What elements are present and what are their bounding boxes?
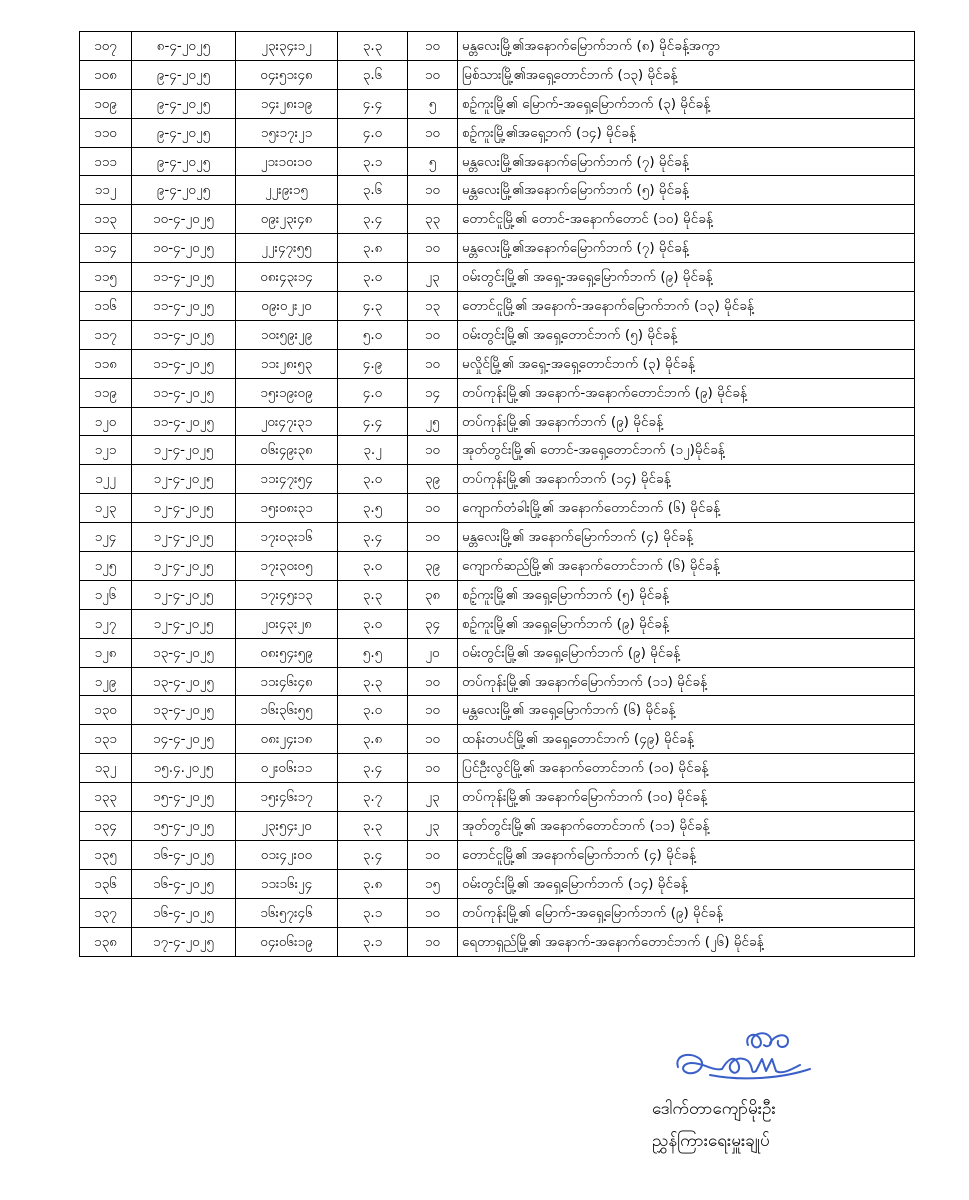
record-number: ၁၃၆ — [80, 869, 132, 898]
table-row — [80, 32, 915, 61]
table-row — [80, 812, 915, 841]
record-date: ၁၆-၄-၂၀၂၅ — [132, 898, 236, 927]
record-magnitude: ၄.၀ — [338, 118, 408, 147]
table-row — [80, 320, 915, 349]
record-number: ၁၁၇ — [80, 320, 132, 349]
record-location: ဝမ်းတွင်းမြို့၏ အရှေ့-အရှေ့မြောက်ဘက် (၉) မိုင်ခန့် — [458, 263, 915, 292]
record-date: ၉-၄-၂၀၂၅ — [132, 60, 236, 89]
record-location: ထန်းတပင်မြို့၏ အရှေ့တောင်ဘက် (၄၉) မိုင်ခန့် — [458, 725, 915, 754]
record-number: ၁၁၅ — [80, 263, 132, 292]
record-depth: ၃၉ — [408, 465, 458, 494]
record-time: ၀၉း၂၃း၄၈ — [236, 205, 338, 234]
record-number: ၁၀၇ — [80, 32, 132, 61]
record-location: တပ်ကုန်းမြို့၏ အနောက်ဘက် (၁၄) မိုင်ခန့် — [458, 465, 915, 494]
record-magnitude: ၃.၀ — [338, 465, 408, 494]
record-magnitude: ၃.၄ — [338, 205, 408, 234]
record-depth: ၁၀ — [408, 754, 458, 783]
record-number: ၁၂၆ — [80, 580, 132, 609]
record-magnitude: ၃.၈ — [338, 234, 408, 263]
record-location: တပ်ကုန်းမြို့၏ အနောက်မြောက်ဘက် (၁၀) မိုင်ခန့် — [458, 783, 915, 812]
record-depth: ၅ — [408, 147, 458, 176]
record-magnitude: ၃.၀ — [338, 263, 408, 292]
table-row — [80, 407, 915, 436]
record-magnitude: ၃.၆ — [338, 176, 408, 205]
record-location: မန္တလေးမြို့၏အနောက်မြောက်ဘက် (၅) မိုင်ခန့် — [458, 176, 915, 205]
record-location: တောင်ငူမြို့၏ အနောက်-အနောက်မြောက်ဘက် (၁၃) မိုင်ခန့် — [458, 292, 915, 321]
record-time: ၀၈း၅၄း၅၉ — [236, 638, 338, 667]
record-location: တောင်ငူမြို့၏ တောင်-အနောက်တောင် (၁၀) မိုင်ခန့် — [458, 205, 915, 234]
record-time: ၀၁း၄၂း၀၀ — [236, 840, 338, 869]
record-magnitude: ၃.၃ — [338, 812, 408, 841]
table-row — [80, 869, 915, 898]
record-number: ၁၃၈ — [80, 927, 132, 956]
record-date: ၁၁-၄-၂၀၂၅ — [132, 320, 236, 349]
table-row — [80, 205, 915, 234]
record-depth: ၃၈ — [408, 580, 458, 609]
record-magnitude: ၅.၅ — [338, 638, 408, 667]
table-row — [80, 263, 915, 292]
record-date: ၉-၄-၂၀၂၅ — [132, 176, 236, 205]
record-location: တပ်ကုန်းမြို့၏ အနောက်-အနောက်တောင်ဘက် (၉) မိုင်ခန့် — [458, 378, 915, 407]
record-time: ၂၀း၄၃း၂၈ — [236, 609, 338, 638]
record-depth: ၁၃ — [408, 292, 458, 321]
record-number: ၁၂၈ — [80, 638, 132, 667]
record-number: ၁၁၀ — [80, 118, 132, 147]
record-magnitude: ၄.၄ — [338, 407, 408, 436]
record-number: ၁၀၈ — [80, 60, 132, 89]
record-depth: ၁၀ — [408, 320, 458, 349]
record-number: ၁၁၃ — [80, 205, 132, 234]
record-date: ၁၃-၄-၂၀၂၅ — [132, 696, 236, 725]
record-magnitude: ၄.၃ — [338, 292, 408, 321]
record-location: စဉ့်ကူးမြို့၏အရှေ့ဘက် (၁၄) မိုင်ခန့် — [458, 118, 915, 147]
record-date: ၁၀-၄-၂၀၂၅ — [132, 205, 236, 234]
record-time: ၁၇း၄၅း၁၃ — [236, 580, 338, 609]
record-depth: ၁၀ — [408, 898, 458, 927]
record-depth: ၂၃ — [408, 812, 458, 841]
record-depth: ၁၀ — [408, 234, 458, 263]
handwritten-signature — [670, 1025, 820, 1085]
record-magnitude: ၃.၈ — [338, 869, 408, 898]
table-row — [80, 898, 915, 927]
record-magnitude: ၃.၅ — [338, 494, 408, 523]
record-magnitude: ၄.၀ — [338, 378, 408, 407]
record-time: ၁၅း၁၉း၀၉ — [236, 378, 338, 407]
record-magnitude: ၃.၁ — [338, 898, 408, 927]
record-location: ဝမ်းတွင်းမြို့၏ အရှေ့တောင်ဘက် (၅) မိုင်ခန့် — [458, 320, 915, 349]
table-body — [80, 32, 915, 957]
record-depth: ၃၉ — [408, 552, 458, 581]
record-location: မန္တလေးမြို့၏အနောက်မြောက်ဘက် (၇) မိုင်ခန့် — [458, 234, 915, 263]
record-magnitude: ၃.၀ — [338, 696, 408, 725]
table-row — [80, 580, 915, 609]
record-depth: ၁၀ — [408, 927, 458, 956]
record-magnitude: ၃.၆ — [338, 60, 408, 89]
record-time: ၂၃း၃၄း၁၂ — [236, 32, 338, 61]
record-time: ၁၇း၀၃း၁၆ — [236, 523, 338, 552]
record-date: ၁၆-၄-၂၀၂၅ — [132, 869, 236, 898]
record-date: ၁၃-၄-၂၀၂၅ — [132, 667, 236, 696]
record-magnitude: ၃.၀ — [338, 552, 408, 581]
table-row — [80, 147, 915, 176]
record-time: ၁၁း၄၇း၅၄ — [236, 465, 338, 494]
record-number: ၁၃၄ — [80, 812, 132, 841]
record-location: မန္တလေးမြို့၏အနောက်မြောက်ဘက် (၇) မိုင်ခန့် — [458, 147, 915, 176]
table-row — [80, 349, 915, 378]
record-location: ဝမ်းတွင်းမြို့၏ အရှေ့မြောက်ဘက် (၉) မိုင်ခန့် — [458, 638, 915, 667]
record-depth: ၂၃ — [408, 783, 458, 812]
record-date: ၁၅.၄.၂၀၂၅ — [132, 754, 236, 783]
record-magnitude: ၃.၁ — [338, 147, 408, 176]
record-depth: ၃၃ — [408, 205, 458, 234]
table-row — [80, 176, 915, 205]
record-time: ၁၁း၁၆း၂၄ — [236, 869, 338, 898]
record-number: ၁၃၃ — [80, 783, 132, 812]
record-time: ၀၈း၂၄း၁၈ — [236, 725, 338, 754]
record-time: ၁၆း၃၆း၅၅ — [236, 696, 338, 725]
record-magnitude: ၃.၃ — [338, 667, 408, 696]
record-magnitude: ၃.၈ — [338, 725, 408, 754]
record-date: ၁၂-၄-၂၀၂၅ — [132, 609, 236, 638]
record-number: ၁၀၉ — [80, 89, 132, 118]
record-date: ၁၂-၄-၂၀၂၅ — [132, 494, 236, 523]
record-time: ၁၆း၅၇း၄၆ — [236, 898, 338, 927]
record-date: ၁၁-၄-၂၀၂၅ — [132, 263, 236, 292]
record-magnitude: ၃.၃ — [338, 580, 408, 609]
record-date: ၉-၄-၂၀၂၅ — [132, 147, 236, 176]
record-number: ၁၂၅ — [80, 552, 132, 581]
record-number: ၁၂၄ — [80, 523, 132, 552]
record-number: ၁၂၃ — [80, 494, 132, 523]
record-time: ၂၁း၁၀း၁၀ — [236, 147, 338, 176]
record-magnitude: ၄.၄ — [338, 89, 408, 118]
record-date: ၁၃-၄-၂၀၂၅ — [132, 638, 236, 667]
table-row — [80, 465, 915, 494]
record-location: တပ်ကုန်းမြို့၏ မြောက်-အရှေ့မြောက်ဘက် (၉) မိုင်ခန့် — [458, 898, 915, 927]
table-row — [80, 638, 915, 667]
record-location: စဉ့်ကူးမြို့၏ အရှေ့မြောက်ဘက် (၉) မိုင်ခန့် — [458, 609, 915, 638]
record-date: ၁၀-၄-၂၀၂၅ — [132, 234, 236, 263]
table-row — [80, 494, 915, 523]
record-date: ၁၇-၄-၂၀၂၅ — [132, 927, 236, 956]
signer-title: ညွှန်ကြားရေးမှူးချုပ် — [652, 1131, 770, 1151]
record-location: အုတ်တွင်းမြို့၏ တောင်-အရှေ့တောင်ဘက် (၁၂)မိုင်ခန့် — [458, 436, 915, 465]
table-row — [80, 436, 915, 465]
record-location: မြစ်သားမြို့၏အရှေ့တောင်ဘက် (၁၃) မိုင်ခန့် — [458, 60, 915, 89]
record-number: ၁၃၅ — [80, 840, 132, 869]
table-row — [80, 609, 915, 638]
record-magnitude: ၃.၂ — [338, 436, 408, 465]
record-location: အုတ်တွင်းမြို့၏ အနောက်တောင်ဘက် (၁၁) မိုင်ခန့် — [458, 812, 915, 841]
record-depth: ၁၀ — [408, 176, 458, 205]
record-time: ၀၈း၄၃း၁၄ — [236, 263, 338, 292]
record-time: ၁၁း၄၆း၄၈ — [236, 667, 338, 696]
record-depth: ၃၄ — [408, 609, 458, 638]
record-number: ၁၃၇ — [80, 898, 132, 927]
record-time: ၀၄း၀၆း၁၉ — [236, 927, 338, 956]
record-location: ကျောက်တံခါးမြို့၏ အနောက်တောင်ဘက် (၆) မိုင်ခန့် — [458, 494, 915, 523]
record-time: ၁၄း၂၈း၁၉ — [236, 89, 338, 118]
record-depth: ၁၀ — [408, 32, 458, 61]
record-location: ပြင်ဦးလွင်မြို့၏ အနောက်တောင်ဘက် (၁၀) မိုင်ခန့် — [458, 754, 915, 783]
record-depth: ၁၀ — [408, 840, 458, 869]
table-row — [80, 523, 915, 552]
table-row — [80, 754, 915, 783]
record-location: တပ်ကုန်းမြို့၏ အနောက်မြောက်ဘက် (၁၁) မိုင်ခန့် — [458, 667, 915, 696]
record-depth: ၁၄ — [408, 378, 458, 407]
record-depth: ၂၃ — [408, 263, 458, 292]
record-number: ၁၂၀ — [80, 407, 132, 436]
record-depth: ၂၅ — [408, 407, 458, 436]
table-row — [80, 667, 915, 696]
record-magnitude: ၃.၄ — [338, 523, 408, 552]
table-row — [80, 552, 915, 581]
record-date: ၁၂-၄-၂၀၂၅ — [132, 465, 236, 494]
record-time: ၁၅း၀၈း၃၁ — [236, 494, 338, 523]
record-depth: ၁၀ — [408, 667, 458, 696]
table-row — [80, 89, 915, 118]
record-magnitude: ၃.၄ — [338, 754, 408, 783]
record-number: ၁၁၁ — [80, 147, 132, 176]
record-magnitude: ၃.၀ — [338, 609, 408, 638]
record-number: ၁၃၀ — [80, 696, 132, 725]
record-date: ၁၅-၄-၂၀၂၅ — [132, 812, 236, 841]
record-magnitude: ၄.၉ — [338, 349, 408, 378]
record-time: ၂၃း၅၄း၂၀ — [236, 812, 338, 841]
record-date: ၁၂-၄-၂၀၂၅ — [132, 580, 236, 609]
record-depth: ၅ — [408, 89, 458, 118]
record-date: ၁၅-၄-၂၀၂၅ — [132, 783, 236, 812]
record-depth: ၁၀ — [408, 118, 458, 147]
record-magnitude: ၃.၃ — [338, 32, 408, 61]
record-time: ၁၅း၄၆း၁၇ — [236, 783, 338, 812]
record-location: ကျောက်ဆည်မြို့၏ အနောက်တောင်ဘက် (၆) မိုင်ခန့် — [458, 552, 915, 581]
table-row — [80, 725, 915, 754]
record-date: ၁၄-၄-၂၀၂၅ — [132, 725, 236, 754]
record-date: ၁၆-၄-၂၀၂၅ — [132, 840, 236, 869]
record-magnitude: ၃.၄ — [338, 840, 408, 869]
record-number: ၁၁၄ — [80, 234, 132, 263]
record-date: ၁၂-၄-၂၀၂၅ — [132, 552, 236, 581]
record-depth: ၁၀ — [408, 523, 458, 552]
record-date: ၉-၄-၂၀၂၅ — [132, 89, 236, 118]
record-depth: ၁၅ — [408, 869, 458, 898]
record-time: ၁၇း၃၀း၀၅ — [236, 552, 338, 581]
record-magnitude: ၃.၇ — [338, 783, 408, 812]
record-number: ၁၁၂ — [80, 176, 132, 205]
record-depth: ၁၀ — [408, 725, 458, 754]
record-number: ၁၂၁ — [80, 436, 132, 465]
record-number: ၁၁၉ — [80, 378, 132, 407]
record-date: ၉-၄-၂၀၂၅ — [132, 118, 236, 147]
record-time: ၀၂း၀၆း၁၁ — [236, 754, 338, 783]
record-date: ၁၂-၄-၂၀၂၅ — [132, 436, 236, 465]
record-depth: ၁၀ — [408, 696, 458, 725]
record-number: ၁၂၇ — [80, 609, 132, 638]
record-date: ၁၁-၄-၂၀၂၅ — [132, 378, 236, 407]
record-depth: ၁၀ — [408, 349, 458, 378]
record-time: ၂၂း၄၇း၅၅ — [236, 234, 338, 263]
record-time: ၁၅း၁၇း၂၁ — [236, 118, 338, 147]
table-row — [80, 378, 915, 407]
record-time: ၀၉း၀၂း၂၀ — [236, 292, 338, 321]
record-time: ၂၂း၉း၁၅ — [236, 176, 338, 205]
table-row — [80, 234, 915, 263]
table-row — [80, 118, 915, 147]
record-magnitude: ၃.၁ — [338, 927, 408, 956]
record-number: ၁၂၉ — [80, 667, 132, 696]
table-row — [80, 783, 915, 812]
record-number: ၁၁၈ — [80, 349, 132, 378]
record-depth: ၁၀ — [408, 436, 458, 465]
table-row — [80, 696, 915, 725]
record-location: တပ်ကုန်းမြို့၏ အနောက်ဘက် (၉) မိုင်ခန့် — [458, 407, 915, 436]
record-date: ၁၁-၄-၂၀၂၅ — [132, 292, 236, 321]
record-location: ဝမ်းတွင်းမြို့၏ အရှေ့မြောက်ဘက် (၁၄) မိုင်ခန့် — [458, 869, 915, 898]
record-number: ၁၃၁ — [80, 725, 132, 754]
record-date: ၁၂-၄-၂၀၂၅ — [132, 523, 236, 552]
record-date: ၁၁-၄-၂၀၂၅ — [132, 349, 236, 378]
record-depth: ၁၀ — [408, 60, 458, 89]
record-number: ၁၂၂ — [80, 465, 132, 494]
record-location: မန္တလေးမြို့၏ အရှေ့မြောက်ဘက် (၆) မိုင်ခန့် — [458, 696, 915, 725]
record-time: ၁၁း၂၈း၅၃ — [236, 349, 338, 378]
record-number: ၁၁၆ — [80, 292, 132, 321]
table-row — [80, 60, 915, 89]
record-time: ၀၄း၅၁း၄၈ — [236, 60, 338, 89]
record-location: စဉ့်ကူးမြို့၏ အရှေ့မြောက်ဘက် (၅) မိုင်ခန့် — [458, 580, 915, 609]
record-location: မလှိုင်မြို့၏ အရှေ့-အရှေ့တောင်ဘက် (၃) မိုင်ခန့် — [458, 349, 915, 378]
signer-name: ဒေါက်တာကျော်မိုးဦး — [652, 1099, 776, 1119]
record-location: မန္တလေးမြို့၏အနောက်မြောက်ဘက် (၈) မိုင်ခန့်အကွာ — [458, 32, 915, 61]
record-location: တောင်ငူမြို့၏ အနောက်မြောက်ဘက် (၄) မိုင်ခန့် — [458, 840, 915, 869]
earthquake-record-table — [79, 31, 915, 957]
record-location: စဉ့်ကူးမြို့၏ မြောက်-အရှေ့မြောက်ဘက် (၃) မိုင်ခန့် — [458, 89, 915, 118]
record-time: ၀၆း၄၉း၃၈ — [236, 436, 338, 465]
record-time: ၁၀း၅၉း၂၉ — [236, 320, 338, 349]
record-time: ၂၀း၄၇း၃၁ — [236, 407, 338, 436]
record-depth: ၂၀ — [408, 638, 458, 667]
record-date: ၁၁-၄-၂၀၂၅ — [132, 407, 236, 436]
record-magnitude: ၅.၀ — [338, 320, 408, 349]
table-row — [80, 292, 915, 321]
table-row — [80, 840, 915, 869]
record-location: မန္တလေးမြို့၏ အနောက်မြောက်ဘက် (၄) မိုင်ခန့် — [458, 523, 915, 552]
record-location: ရေတာရှည်မြို့၏ အနောက်-အနောက်တောင်ဘက် (၂၆) မိုင်ခန့် — [458, 927, 915, 956]
record-date: ၈-၄-၂၀၂၅ — [132, 32, 236, 61]
record-depth: ၁၀ — [408, 494, 458, 523]
record-number: ၁၃၂ — [80, 754, 132, 783]
table-row — [80, 927, 915, 956]
